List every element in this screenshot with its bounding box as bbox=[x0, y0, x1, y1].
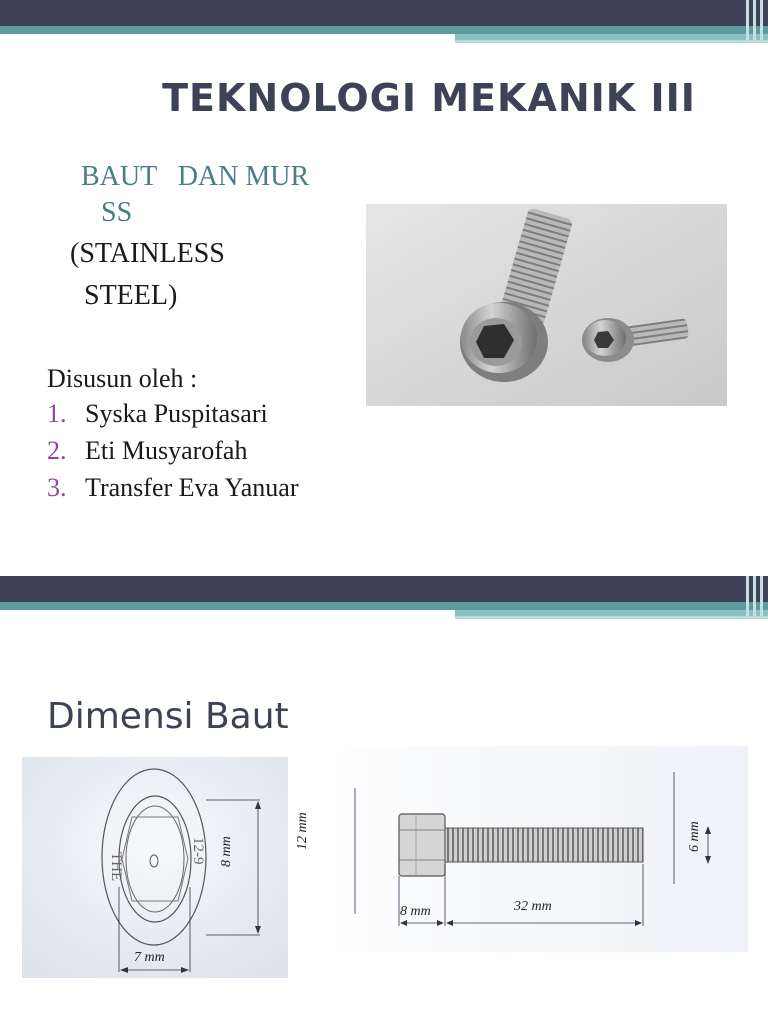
slide-header-band bbox=[0, 576, 768, 628]
author-name: Eti Musyarofah bbox=[85, 436, 248, 465]
dim-head-width: 7 mm bbox=[134, 950, 165, 965]
bolt-photo bbox=[366, 204, 727, 406]
authors-heading: Disusun oleh : bbox=[47, 364, 198, 393]
dim-bolt-height: 12 mm bbox=[295, 812, 310, 850]
dim-thread-length: 32 mm bbox=[514, 899, 552, 914]
author-name: Syska Puspitasari bbox=[85, 399, 268, 428]
dim-thread-diameter: 6 mm bbox=[687, 821, 702, 852]
slide-title: Dimensi Baut bbox=[47, 696, 289, 737]
subtitle-line-3: (STAINLESS bbox=[70, 238, 225, 269]
svg-text:12-9: 12-9 bbox=[190, 837, 206, 865]
dim-head-diameter: 8 mm bbox=[219, 836, 234, 867]
slide-gap bbox=[0, 560, 768, 576]
list-number: 1. bbox=[47, 399, 67, 428]
author-item bbox=[47, 436, 299, 473]
list-number: 3. bbox=[47, 473, 67, 502]
head-marking: THE bbox=[108, 852, 124, 882]
subtitle-line-4: STEEL) bbox=[84, 280, 178, 311]
author-item bbox=[47, 473, 299, 510]
slide-2 bbox=[0, 576, 768, 1024]
author-name: Transfer Eva Yanuar bbox=[85, 473, 299, 502]
slide-title: TEKNOLOGI MEKANIK III bbox=[162, 76, 696, 120]
slide-header-band bbox=[0, 0, 768, 52]
bolt-side-drawing bbox=[292, 746, 748, 952]
authors-list bbox=[47, 399, 299, 510]
list-number: 2. bbox=[47, 436, 67, 465]
dim-head-length: 8 mm bbox=[400, 904, 431, 919]
author-item bbox=[47, 399, 299, 436]
subtitle-line-1: BAUT DAN MUR bbox=[81, 161, 310, 192]
bolt-head-drawing bbox=[22, 757, 288, 978]
subtitle-line-2: SS bbox=[101, 197, 133, 228]
